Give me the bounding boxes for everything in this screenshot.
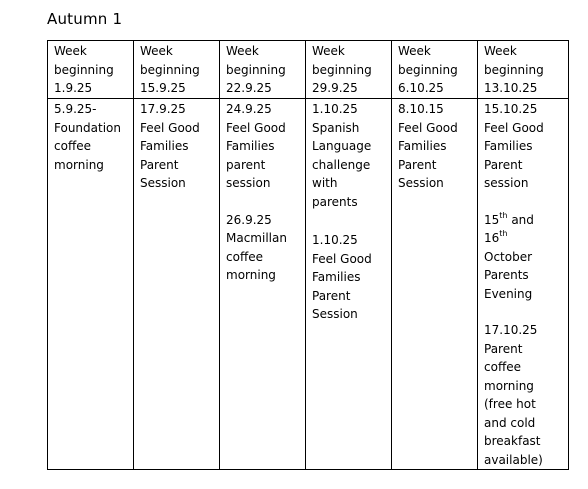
event-entry: 1.10.25 Feel Good Families Parent Session [312,233,372,321]
table-cell [392,99,478,470]
event-entry: 8.10.15 Feel Good Families Parent Session [398,102,458,190]
event-entry: 1.10.25 Spanish Language challenge with parents [312,102,372,209]
event-entry: 5.9.25- Foundation coffee morning [54,102,121,172]
table-cell [306,99,392,470]
column-header: Week beginning 13.10.25 [478,41,569,99]
table-header-row [48,41,569,99]
coffee-morning-entry: 17.10.25 Parent coffee morning (free hot and cold breakfast available) [484,323,543,467]
page-title: Autumn 1 [47,10,123,28]
column-header: Week beginning 6.10.25 [392,41,478,99]
column-header: Week beginning 1.9.25 [48,41,134,99]
column-header: Week beginning 29.9.25 [306,41,392,99]
evening-dates: 15th and [484,210,534,227]
table-row [48,99,569,470]
column-header: Week beginning 15.9.25 [134,41,220,99]
table-cell [48,99,134,470]
parents-evening-entry: 15th and 16th October Parents Evening [484,211,568,304]
events-table [47,40,569,470]
event-entry: 17.9.25 Feel Good Families Parent Session [140,102,200,190]
event-entry: 15.10.25 Feel Good Families Parent session [484,102,544,190]
table-cell [220,99,306,470]
column-header: Week beginning 22.9.25 [220,41,306,99]
event-entry: 26.9.25 Macmillan coffee morning [226,212,287,282]
table-cell [134,99,220,470]
table-cell [478,99,569,470]
event-entry: 24.9.25 Feel Good Families parent session [226,102,286,190]
